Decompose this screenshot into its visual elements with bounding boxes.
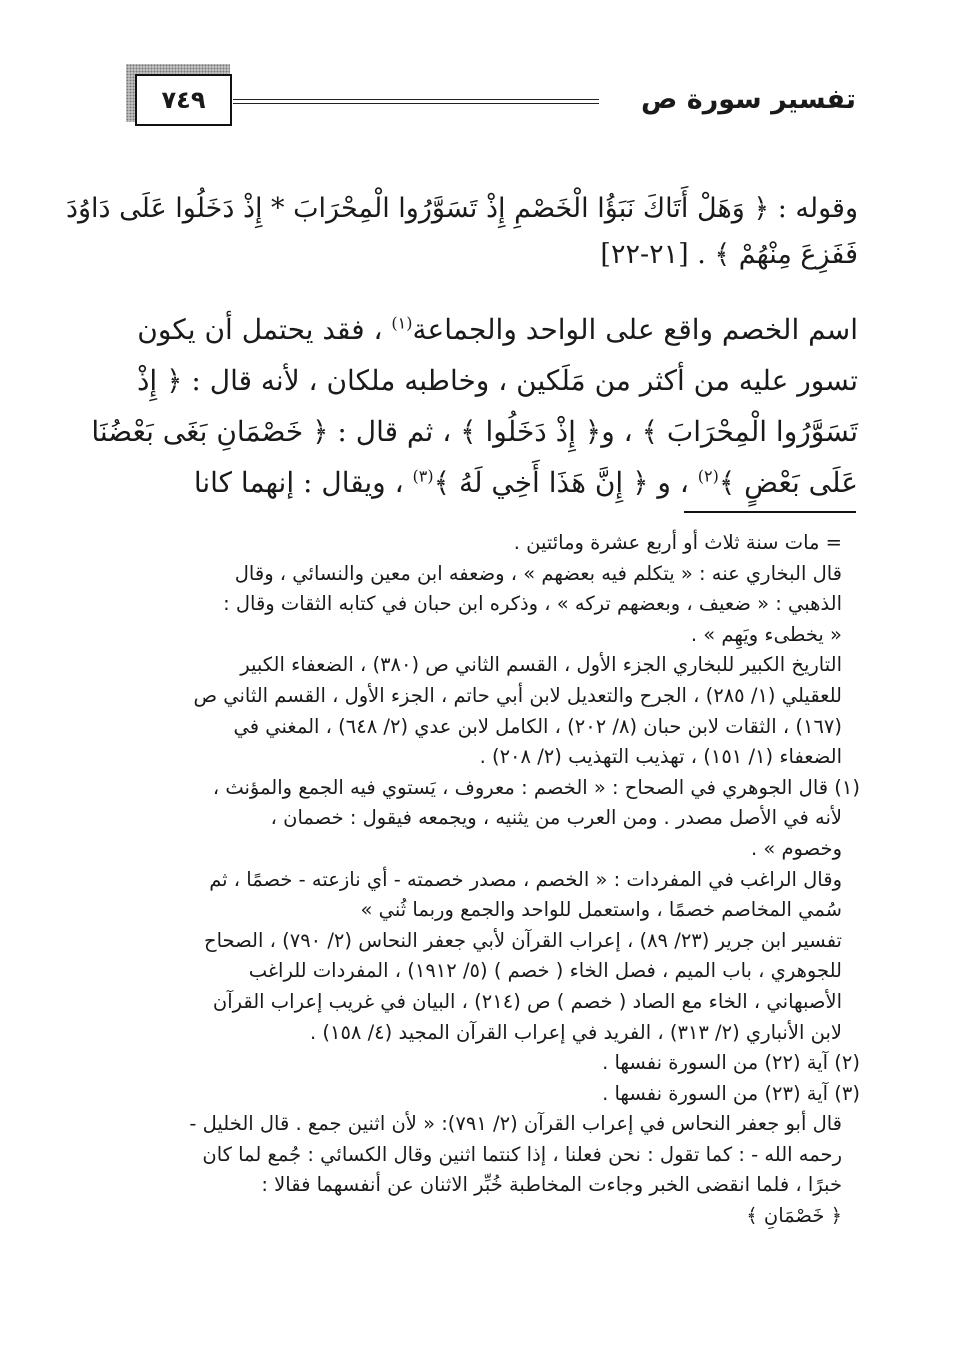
footnote-line: ﴿ خَصْمَانِ ﴾ (746, 1204, 842, 1228)
paragraph-text: ، و ﴿ إِنَّ هَذَا أَخِي لَهُ ﴾ (433, 466, 698, 499)
footnote-line: الذهبي : « ضعيف ، وبعضهم تركه » ، وذكره ابن حبان في كتابه الثقات وقال : (223, 592, 842, 616)
footnote-line: لأنه في الأصل مصدر . ومن العرب من يثنيه ، ويجمعه فيقول : خصمان ، (270, 806, 842, 830)
paragraph-line (123, 457, 858, 508)
footnote-line: وقال الراغب في المفردات : « الخصم ، مصدر خصمته - أي نازعته - خصمًا ، ثم (209, 867, 842, 891)
paragraph-text: ، ويقال : إنهما كانا (193, 466, 413, 499)
paragraph-line (123, 304, 858, 355)
footnote-line: وخصوم » . (750, 836, 842, 860)
verse-line: فَفَزِعَ مِنْهُمْ ﴾ . [٢١-٢٢] (600, 239, 858, 270)
footnote-line: الأصبهاني ، الخاء مع الصاد ( خصم ) ص (٢١٤) ، البيان في غريب إعراب القرآن (212, 989, 842, 1013)
paragraph-text: ، فقد يحتمل أن يكون (137, 313, 392, 346)
footnote-line: الضعفاء (١/ ١٥١) ، تهذيب التهذيب (٢/ ٢٠٨) . (479, 745, 842, 769)
footnote-line: قال أبو جعفر النحاس في إعراب القرآن (٢/ ٧٩١): « لأن اثنين جمع . قال الخليل - (189, 1112, 842, 1136)
paragraph-text: اسم الخصم واقع على الواحد والجماعة (412, 313, 858, 346)
footnote-line: (٣) آية (٢٣) من السورة نفسها . (602, 1081, 860, 1105)
header-rule (233, 99, 599, 104)
footnote-line: للجوهري ، باب الميم ، فصل الخاء ( خصم ) (٥/ ١٩١٢) ، المفردات للراغب (248, 959, 842, 983)
footnote-line: سُمي المخاصم خصمًا ، واستعمل للواحد والجمع وربما ثُني » (360, 898, 842, 922)
footnote-line: خبرًا ، فلما انقضى الخبر وجاءت المخاطبة خُبِّر الاثنان عن أنفسهما فقالا : (261, 1173, 842, 1197)
quran-verse (65, 186, 858, 278)
footnote-line: (١٦٧) ، الثقات لابن حبان (٨/ ٢٠٢) ، الكامل لابن عدي (٢/ ٦٤٨) ، المغني في (233, 714, 842, 738)
page-number: ٧٤٩ (135, 74, 232, 126)
verse-line: وقوله : ﴿ وَهَلْ أَتَاكَ نَبَؤُا الْخَصْمِ إِذْ تَسَوَّرُوا الْمِحْرَابَ * إِذْ دَخَلُوا عَلَى دَاوُدَ (65, 193, 858, 224)
footnote-line: التاريخ الكبير للبخاري الجزء الأول ، القسم الثاني ص (٣٨٠) ، الضعفاء الكبير (240, 653, 842, 677)
footnote-line: (٢) آية (٢٢) من السورة نفسها . (602, 1051, 860, 1075)
footnote-ref: (٢) (697, 466, 719, 486)
footnotes (115, 528, 860, 1232)
footnote-line: تفسير ابن جرير (٢٣/ ٨٩) ، إعراب القرآن لأبي جعفر النحاس (٢/ ٧٩٠) ، الصحاح (204, 928, 842, 952)
footnote-separator (684, 511, 856, 513)
footnote-line: « يخطىء ويَهِم » . (690, 622, 842, 646)
commentary-paragraph (91, 304, 858, 508)
paragraph-text: عَلَى بَعْضٍ ﴾ (718, 466, 858, 499)
footnote-ref: (٣) (412, 466, 434, 486)
running-header-title: تفسير سورة ص (641, 84, 856, 115)
footnote-line: لابن الأنباري (٢/ ٣١٣) ، الفريد في إعراب القرآن المجيد (٤/ ١٥٨) . (309, 1020, 842, 1044)
footnote-line: رحمه الله - : كما تقول : نحن فعلنا ، إذا كنتما اثنين وقال الكسائي : جُمع لما كان (202, 1142, 842, 1166)
footnote-line: للعقيلي (١/ ٢٨٥) ، الجرح والتعديل لابن أبي حاتم ، الجزء الأول ، القسم الثاني ص (193, 683, 842, 707)
footnote-ref: (١) (391, 313, 413, 333)
paragraph-line: تسور عليه من أكثر من مَلَكين ، وخاطبه ملكان ، لأنه قال : ﴿ إِذْ (136, 364, 858, 397)
footnote-line: (١) قال الجوهري في الصحاح : « الخصم : معروف ، يَستوي فيه الجمع والمؤنث ، (212, 775, 860, 799)
paragraph-line: تَسَوَّرُوا الْمِحْرَابَ ﴾ ، و﴿ إِذْ دَخَلُوا ﴾ ، ثم قال : ﴿ خَصْمَانِ بَغَى بَعْضُنَا (91, 415, 858, 448)
footnote-line: قال البخاري عنه : « يتكلم فيه بعضهم » ، وضعفه ابن معين والنسائي ، وقال (234, 561, 842, 585)
footnote-line: = مات سنة ثلاث أو أربع عشرة ومائتين . (513, 531, 842, 554)
